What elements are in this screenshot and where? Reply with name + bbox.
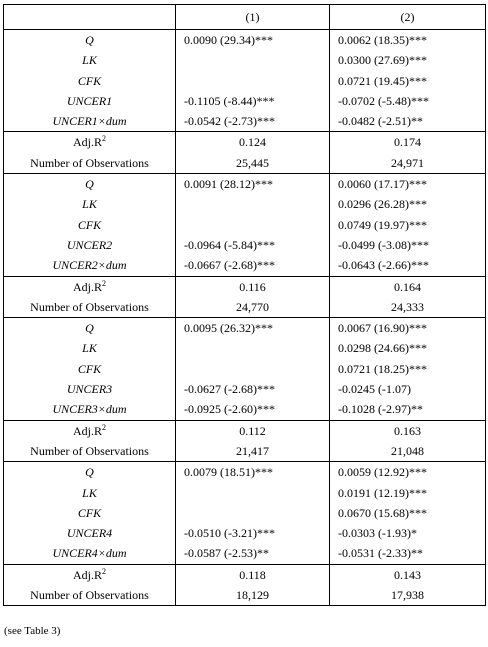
coef-col-1	[176, 359, 329, 379]
coef-col-1: 0.0090 (29.34)***	[184, 33, 273, 47]
coef-col-1: 0.0079 (18.51)***	[184, 465, 273, 480]
variable-name: CFK	[77, 361, 102, 376]
adj-r2-value: 0.164	[394, 279, 421, 294]
adj-r2-value: 0.116	[239, 279, 266, 294]
coef-col-2: -0.0303 (-1.93)*	[338, 526, 417, 541]
adj-r2-label	[4, 132, 175, 152]
nobs-value: 17,938	[391, 588, 424, 603]
variable-name: LK	[82, 53, 97, 68]
adj-r2-value: 0.163	[394, 423, 421, 438]
coef-col-1-cell	[176, 462, 330, 564]
stats-col-2-cell	[330, 420, 486, 462]
coef-col-2: -0.1028 (-2.97)**	[338, 402, 423, 417]
coef-col-1	[176, 194, 329, 214]
coef-col-1: -0.0925 (-2.60)***	[184, 402, 275, 417]
coef-col-2-cell	[330, 462, 486, 564]
nobs-value: 21,417	[236, 443, 269, 458]
coef-col-2: 0.0721 (18.25)***	[338, 361, 427, 376]
coef-col-1-cell	[176, 30, 330, 132]
stats-col-2-cell	[330, 132, 486, 174]
coef-col-2: 0.0300 (27.69)***	[338, 53, 427, 68]
coef-col-2: -0.0245 (-1.07)	[338, 382, 411, 397]
nobs-value: 24,333	[391, 299, 424, 314]
variable-name: Q	[85, 321, 94, 336]
nobs-label: Number of Observations	[30, 588, 149, 603]
variable-name-cell	[4, 318, 176, 420]
variable-name: UNCER2×dum	[52, 258, 127, 273]
adj-r2-label-text: Adj.R	[72, 279, 102, 294]
coef-col-2: 0.0191 (12.19)***	[338, 485, 427, 500]
adj-r2-superscript: 2	[102, 278, 106, 288]
coef-col-2: 0.0296 (26.28)***	[338, 197, 427, 212]
adj-r2-superscript: 2	[102, 134, 106, 144]
variable-name: Q	[85, 33, 94, 47]
variable-name: UNCER4×dum	[52, 546, 127, 561]
coef-col-1: -0.0587 (-2.53)**	[184, 546, 269, 561]
nobs-label: Number of Observations	[30, 155, 149, 170]
column-header-1: (1)	[176, 5, 330, 30]
coef-col-2: -0.0643 (-2.66)***	[338, 258, 429, 273]
variable-name: LK	[82, 341, 97, 356]
nobs-label: Number of Observations	[30, 443, 149, 458]
coef-col-1: -0.0667 (-2.68)***	[184, 258, 275, 273]
stats-col-1-cell	[176, 132, 330, 174]
coef-col-1	[176, 215, 329, 235]
variable-name: Q	[85, 465, 94, 480]
coef-col-2: -0.0482 (-2.51)**	[338, 114, 423, 129]
stats-label-cell	[4, 132, 176, 174]
stats-col-1-cell	[176, 420, 330, 462]
table-note: (see Table 3)	[4, 625, 61, 637]
coef-col-1: -0.1105 (-8.44)***	[184, 93, 275, 108]
stats-block	[4, 276, 486, 318]
nobs-label: Number of Observations	[30, 299, 149, 314]
variable-name: UNCER3	[66, 382, 113, 397]
nobs-value: 24,971	[391, 155, 424, 170]
stats-block	[4, 420, 486, 462]
coef-col-2-cell	[330, 30, 486, 132]
coef-col-2-cell	[330, 174, 486, 276]
adj-r2-value: 0.143	[394, 567, 421, 582]
adj-r2-value: 0.124	[239, 135, 266, 150]
adj-r2-label-text: Adj.R	[72, 567, 102, 582]
header-row	[4, 5, 486, 30]
coef-col-1-cell	[176, 174, 330, 276]
nobs-value: 25,445	[236, 155, 269, 170]
variable-name-cell	[4, 462, 176, 564]
coef-col-1	[176, 338, 329, 358]
nobs-value: 24,770	[236, 299, 269, 314]
coef-col-1	[176, 483, 329, 503]
stats-label-cell	[4, 276, 176, 318]
variable-name: UNCER4	[66, 526, 113, 541]
adj-r2-label	[4, 565, 175, 585]
stats-label-cell	[4, 420, 176, 462]
coef-col-2: 0.0749 (19.97)***	[338, 217, 427, 232]
variable-name: CFK	[77, 505, 102, 520]
adj-r2-value: 0.112	[239, 423, 266, 438]
coef-col-2: 0.0060 (17.17)***	[338, 177, 427, 192]
variable-name: Q	[85, 177, 94, 192]
coef-col-2: 0.0062 (18.35)***	[338, 33, 427, 47]
coef-col-1: 0.0095 (26.32)***	[184, 321, 273, 336]
coef-col-2: 0.0059 (12.92)***	[338, 465, 427, 480]
variable-name: UNCER1	[66, 93, 113, 108]
variable-name: UNCER1×dum	[52, 114, 127, 129]
variable-name: UNCER3×dum	[52, 402, 127, 417]
coef-col-2: 0.0670 (15.68)***	[338, 505, 427, 520]
coef-col-1: -0.0542 (-2.73)***	[184, 114, 275, 129]
adj-r2-superscript: 2	[102, 422, 106, 432]
variable-name-cell	[4, 174, 176, 276]
adj-r2-superscript: 2	[102, 566, 106, 576]
coefficient-block	[4, 462, 486, 564]
variable-name: CFK	[77, 217, 102, 232]
variable-name: LK	[82, 197, 97, 212]
coef-col-1: -0.0627 (-2.68)***	[184, 382, 275, 397]
coef-col-2: 0.0067 (16.90)***	[338, 321, 427, 336]
stats-col-2-cell	[330, 276, 486, 318]
coef-col-1	[176, 50, 329, 70]
coef-col-1: -0.0964 (-5.84)***	[184, 237, 275, 252]
column-header-2: (2)	[330, 5, 486, 30]
adj-r2-value: 0.118	[239, 567, 266, 582]
coef-col-2-cell	[330, 318, 486, 420]
stats-block	[4, 132, 486, 174]
nobs-value: 18,129	[236, 588, 269, 603]
coefficient-block	[4, 30, 486, 132]
adj-r2-label-text: Adj.R	[72, 135, 102, 150]
stats-label-cell	[4, 564, 176, 606]
variable-name: LK	[82, 485, 97, 500]
variable-name: CFK	[77, 73, 102, 88]
adj-r2-label-text: Adj.R	[72, 423, 102, 438]
coef-col-1	[176, 503, 329, 523]
coefficient-block	[4, 174, 486, 276]
variable-name-cell	[4, 30, 176, 132]
variable-name: UNCER2	[66, 237, 113, 252]
stats-col-2-cell	[330, 564, 486, 606]
coef-col-2: 0.0721 (19.45)***	[338, 73, 427, 88]
coef-col-2: -0.0702 (-5.48)***	[338, 93, 429, 108]
coef-col-1-cell	[176, 318, 330, 420]
regression-table	[3, 4, 486, 606]
stats-col-1-cell	[176, 276, 330, 318]
stats-block	[4, 564, 486, 606]
nobs-value: 21,048	[391, 443, 424, 458]
coef-col-2: -0.0499 (-3.08)***	[338, 237, 429, 252]
coef-col-2: 0.0298 (24.66)***	[338, 341, 427, 356]
coef-col-1	[176, 71, 329, 91]
coefficient-block	[4, 318, 486, 420]
stats-col-1-cell	[176, 564, 330, 606]
adj-r2-label	[4, 277, 175, 297]
header-empty-cell	[4, 5, 176, 30]
adj-r2-value: 0.174	[394, 135, 421, 150]
coef-col-1: 0.0091 (28.12)***	[184, 177, 273, 192]
coef-col-2: -0.0531 (-2.33)**	[338, 546, 423, 561]
coef-col-1: -0.0510 (-3.21)***	[184, 526, 275, 541]
adj-r2-label	[4, 421, 175, 441]
